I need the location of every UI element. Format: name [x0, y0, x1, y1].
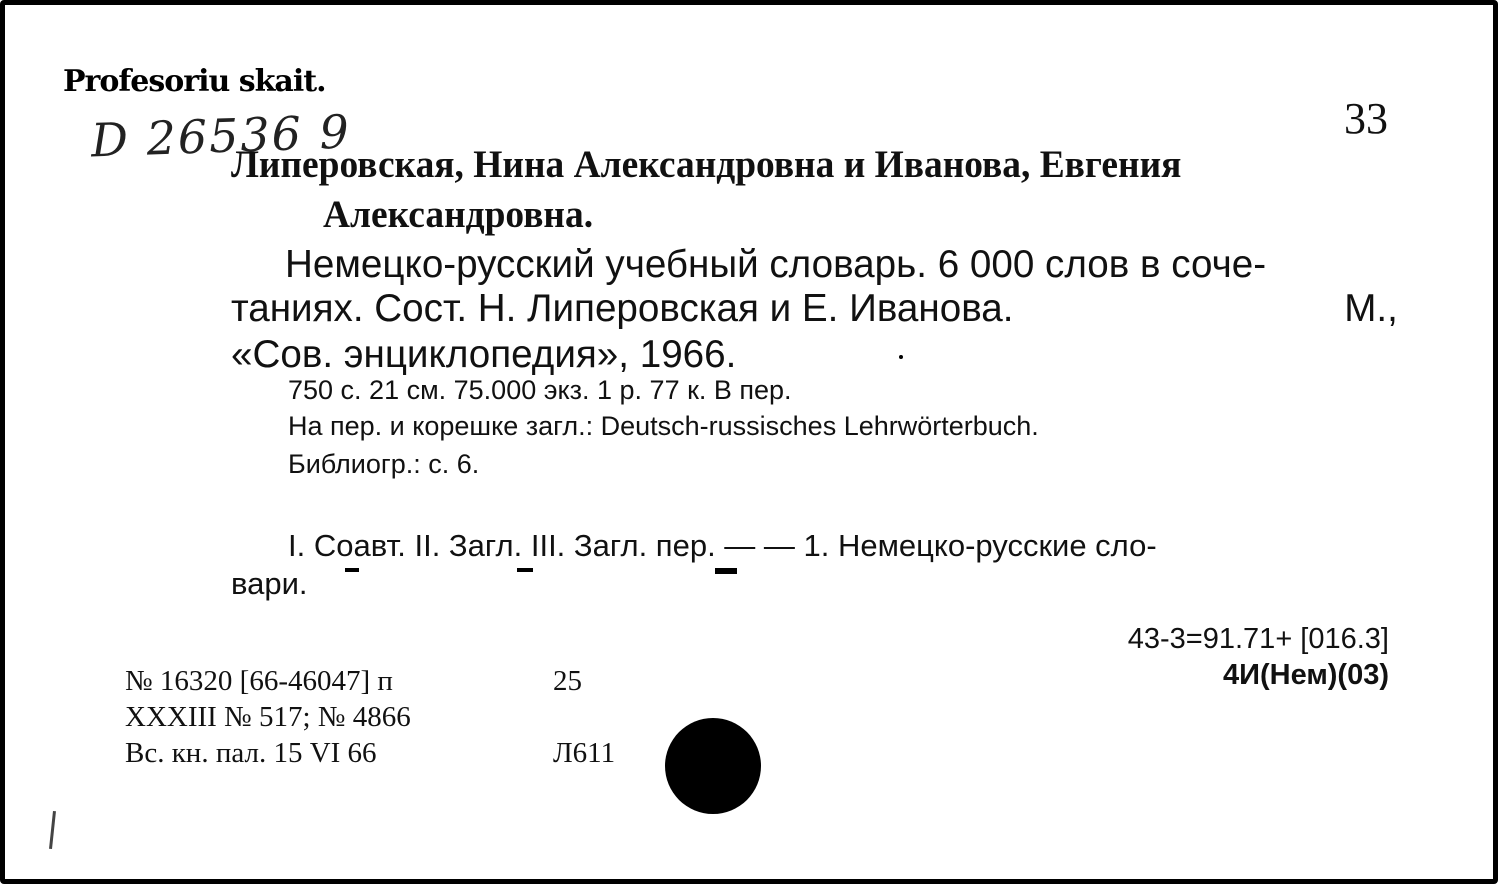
classification-index: 43-3=91.71+ [016.3]	[1127, 623, 1389, 655]
author-heading: Липеровская, Нина Александровна и Иванова, Евгения	[231, 143, 1182, 186]
registry-code: Л611	[553, 737, 616, 769]
registry-series: XXXIII № 517; № 4866	[125, 701, 411, 733]
library-stamp: Profesoriu skait.	[63, 64, 326, 99]
publisher-year: «Сов. энциклопедия», 1966.	[231, 333, 737, 376]
author-heading-continued: Александровна.	[323, 193, 594, 236]
punch-hole	[665, 718, 761, 814]
corner-number: 33	[1344, 94, 1388, 143]
title-line-1: Немецко-русский учебный словарь. 6 000 слов в соче-	[285, 243, 1267, 286]
note-bibliography: Библиогр.: с. 6.	[288, 449, 480, 479]
registry-number: № 16320 [66-46047] п	[125, 665, 393, 697]
stray-mark	[899, 355, 903, 359]
note-title-on-cover: На пер. и корешке загл.: Deutsch-russisches Lehrwörterbuch.	[288, 411, 1039, 441]
handwritten-call-number: D 26536 9	[90, 104, 352, 168]
physical-description: 750 с. 21 см. 75.000 экз. 1 р. 77 к. В пер.	[288, 375, 792, 405]
tracings-line-1: I. Соавт. II. Загл. III. Загл. пер. — — 1. Немецко-русские сло-	[288, 528, 1157, 563]
underline-mark	[517, 568, 533, 572]
title-line-2: таниях. Сост. Н. Липеровская и Е. Иванова.	[231, 287, 1014, 330]
classification-code: 4И(Нем)(03)	[1223, 659, 1389, 691]
tracings-line-2: вари.	[231, 566, 308, 601]
registry-chamber: Вс. кн. пал. 15 VI 66	[125, 737, 377, 769]
registry-number-right: 25	[553, 665, 582, 697]
underline-mark	[345, 568, 359, 572]
scratch-mark	[49, 811, 56, 849]
publication-place: М.,	[1344, 287, 1398, 330]
underline-mark	[715, 568, 737, 574]
